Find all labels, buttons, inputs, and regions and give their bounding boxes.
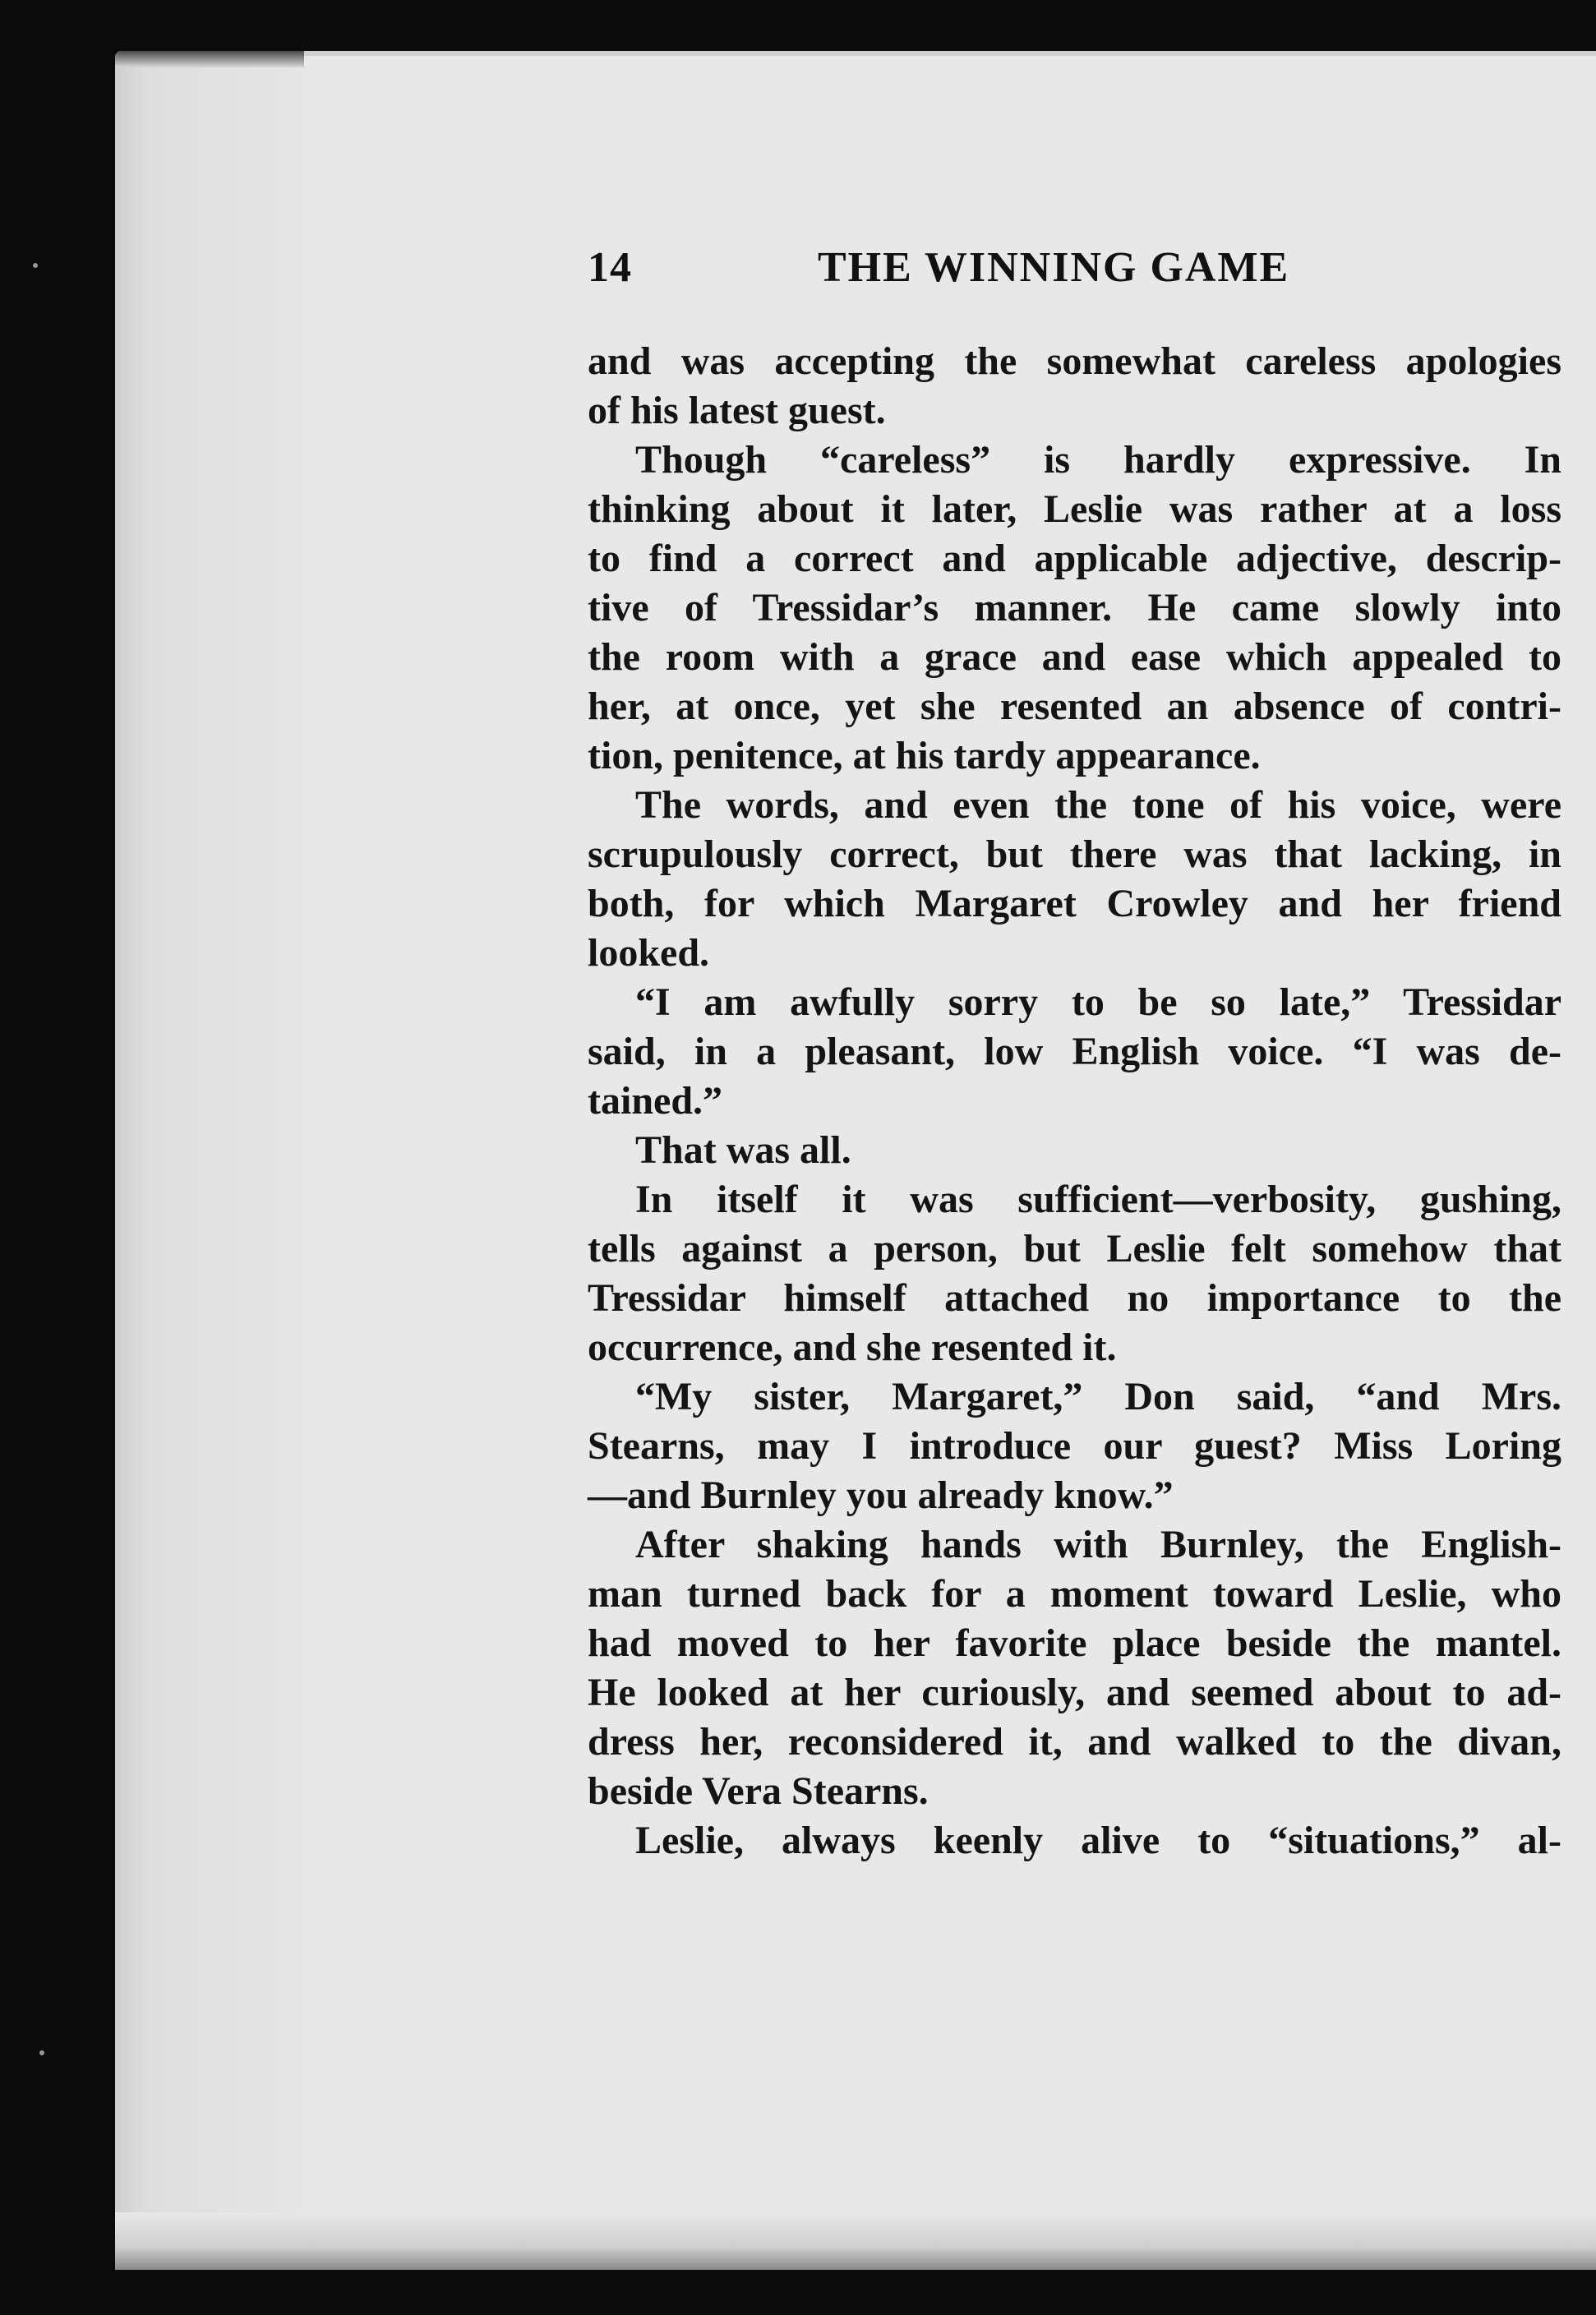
text-line: Tressidar himself attached no importance to the <box>588 1276 1561 1320</box>
text-line: to find a correct and applicable adjective, descrip- <box>588 537 1561 580</box>
text-line: tained.” <box>588 1079 723 1123</box>
text-line: He looked at her curiously, and seemed about to ad- <box>588 1671 1561 1714</box>
text-line: dress her, reconsidered it, and walked to the divan, <box>588 1720 1561 1764</box>
text-line: scrupulously correct, but there was that lacking, in <box>588 832 1561 876</box>
text-line: Stearns, may I introduce our guest? Miss Loring <box>588 1424 1561 1468</box>
text-line: man turned back for a moment toward Leslie, who <box>588 1572 1561 1616</box>
text-line: her, at once, yet she resented an absence of contri- <box>588 685 1561 728</box>
page-gutter-shadow <box>115 51 304 2270</box>
text-line: “I am awfully sorry to be so late,” Tressidar <box>635 980 1561 1024</box>
body-text <box>588 337 1561 1865</box>
scan-speck <box>33 263 38 268</box>
text-line: the room with a grace and ease which appealed to <box>588 635 1561 679</box>
text-line: Though “careless” is hardly expressive. In <box>635 438 1561 482</box>
text-line: beside Vera Stearns. <box>588 1769 929 1813</box>
text-line: had moved to her favorite place beside the mantel. <box>588 1621 1561 1665</box>
text-line: Leslie, always keenly alive to “situations,” al- <box>635 1819 1561 1862</box>
page-top-edge <box>115 51 304 67</box>
text-line: thinking about it later, Leslie was rather at a loss <box>588 487 1561 531</box>
page-bottom-edge <box>115 2212 1596 2270</box>
text-line: said, in a pleasant, low English voice. “I was de- <box>588 1030 1561 1073</box>
text-line: That was all. <box>635 1128 851 1172</box>
text-line: tells against a person, but Leslie felt somehow that <box>588 1227 1561 1270</box>
text-line: of his latest guest. <box>588 389 886 432</box>
scan-speck <box>39 2050 44 2055</box>
running-title: THE WINNING GAME <box>818 244 1290 291</box>
page-number: 14 <box>588 244 632 291</box>
text-line: both, for which Margaret Crowley and her friend <box>588 882 1561 925</box>
page-header <box>588 243 1557 301</box>
text-line: occurrence, and she resented it. <box>588 1326 1117 1369</box>
text-line: tive of Tressidar’s manner. He came slowly into <box>588 586 1561 629</box>
text-line: After shaking hands with Burnley, the English- <box>635 1523 1561 1566</box>
text-line: tion, penitence, at his tardy appearance. <box>588 734 1261 777</box>
text-line: looked. <box>588 931 710 975</box>
text-line: and was accepting the somewhat careless apologies <box>588 339 1561 383</box>
text-line: “My sister, Margaret,” Don said, “and Mrs. <box>635 1375 1561 1418</box>
text-line: The words, and even the tone of his voice, were <box>635 783 1561 827</box>
text-line: In itself it was sufficient—verbosity, gushing, <box>635 1178 1561 1221</box>
text-line: —and Burnley you already know.” <box>588 1473 1174 1517</box>
